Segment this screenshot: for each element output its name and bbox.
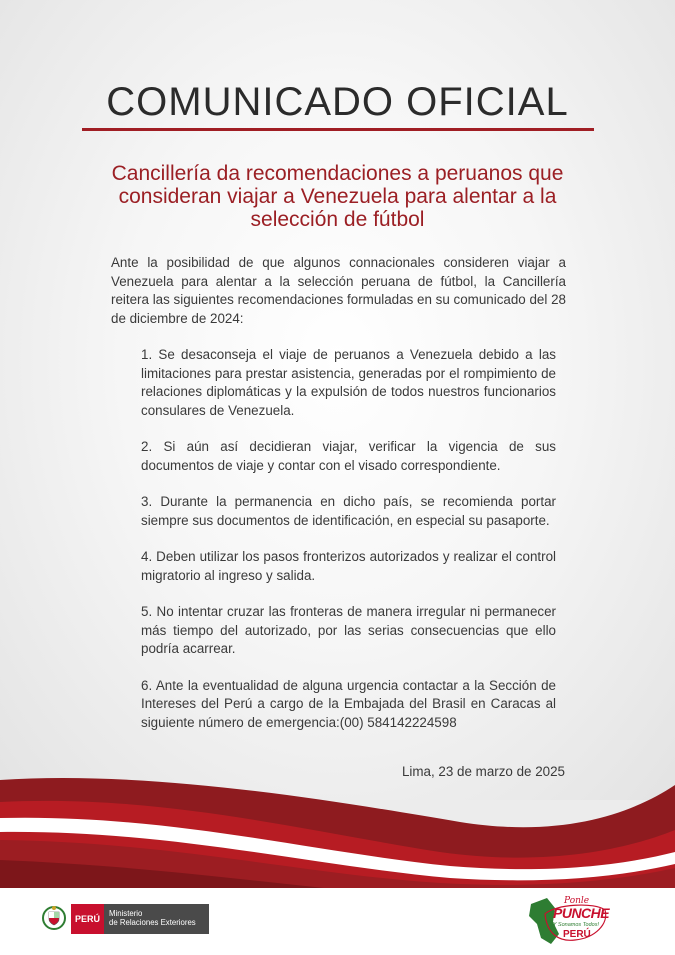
peru-coat-of-arms-icon bbox=[42, 904, 66, 932]
ministry-line-2: de Relaciones Exteriores bbox=[109, 918, 196, 927]
list-item: 3. Durante la permanencia en dicho país, se recomienda portar siempre sus documentos de identificación, en especial su pasaporte. bbox=[141, 494, 556, 528]
date-line: Lima, 23 de marzo de 2025 bbox=[401, 764, 565, 779]
list-item: 6. Ante la eventualidad de alguna urgencia contactar a la Sección de Intereses del Perú a cargo de la Embajada del Brasil en Caracas al siguiente número de emergencia:(00) 584142224598 bbox=[141, 677, 556, 730]
intro-paragraph: Ante la posibilidad de que algunos connacionales consideren viajar a Venezuela para alentar a la selección peruana de fútbol, la Cancillería reitera las siguientes recomendaciones formuladas en su comunicado del 28 de diciembre de 2024: bbox=[111, 255, 566, 326]
ministry-line-1: Ministerio bbox=[109, 909, 143, 918]
ministry-name bbox=[104, 904, 209, 934]
flag-wave-decoration bbox=[0, 760, 675, 900]
list-item: 2. Si aún así decidieran viajar, verificar la vigencia de sus documentos de viaje y contar con el visado correspondiente. bbox=[141, 439, 556, 473]
title-underline bbox=[82, 128, 594, 131]
list-item: 5. No intentar cruzar las fronteras de manera irregular ni permanecer más tiempo del autorizado, por las serias consecuencias que ello podría acarrear. bbox=[141, 604, 556, 656]
campaign-ponle: Ponle bbox=[564, 896, 590, 906]
peru-badge: PERÚ bbox=[71, 904, 104, 934]
headline: Cancillería da recomendaciones a peruanos que consideran viajar a Venezuela para alentar a la selección de fútbol bbox=[111, 162, 564, 231]
recommendation-list bbox=[141, 346, 556, 732]
list-item: 1. Se desaconseja el viaje de peruanos a Venezuela debido a las limitaciones para prestar asistencia, generadas por el rompimiento de relaciones diplomáticas y la expulsión de todos nuestros funcionarios consulares de Venezuela. bbox=[141, 347, 556, 418]
campaign-logo-text: PUNCHE bbox=[553, 905, 610, 921]
page-title: COMUNICADO OFICIAL bbox=[106, 80, 569, 124]
campaign-peru: PERÚ bbox=[563, 929, 591, 940]
ministry-logo bbox=[71, 904, 209, 934]
campaign-tagline: ¡Y Sonamos Todos! bbox=[551, 922, 600, 928]
list-item: 4. Deben utilizar los pasos fronterizos autorizados y realizar el control migratorio al ingreso y salida. bbox=[141, 549, 556, 583]
